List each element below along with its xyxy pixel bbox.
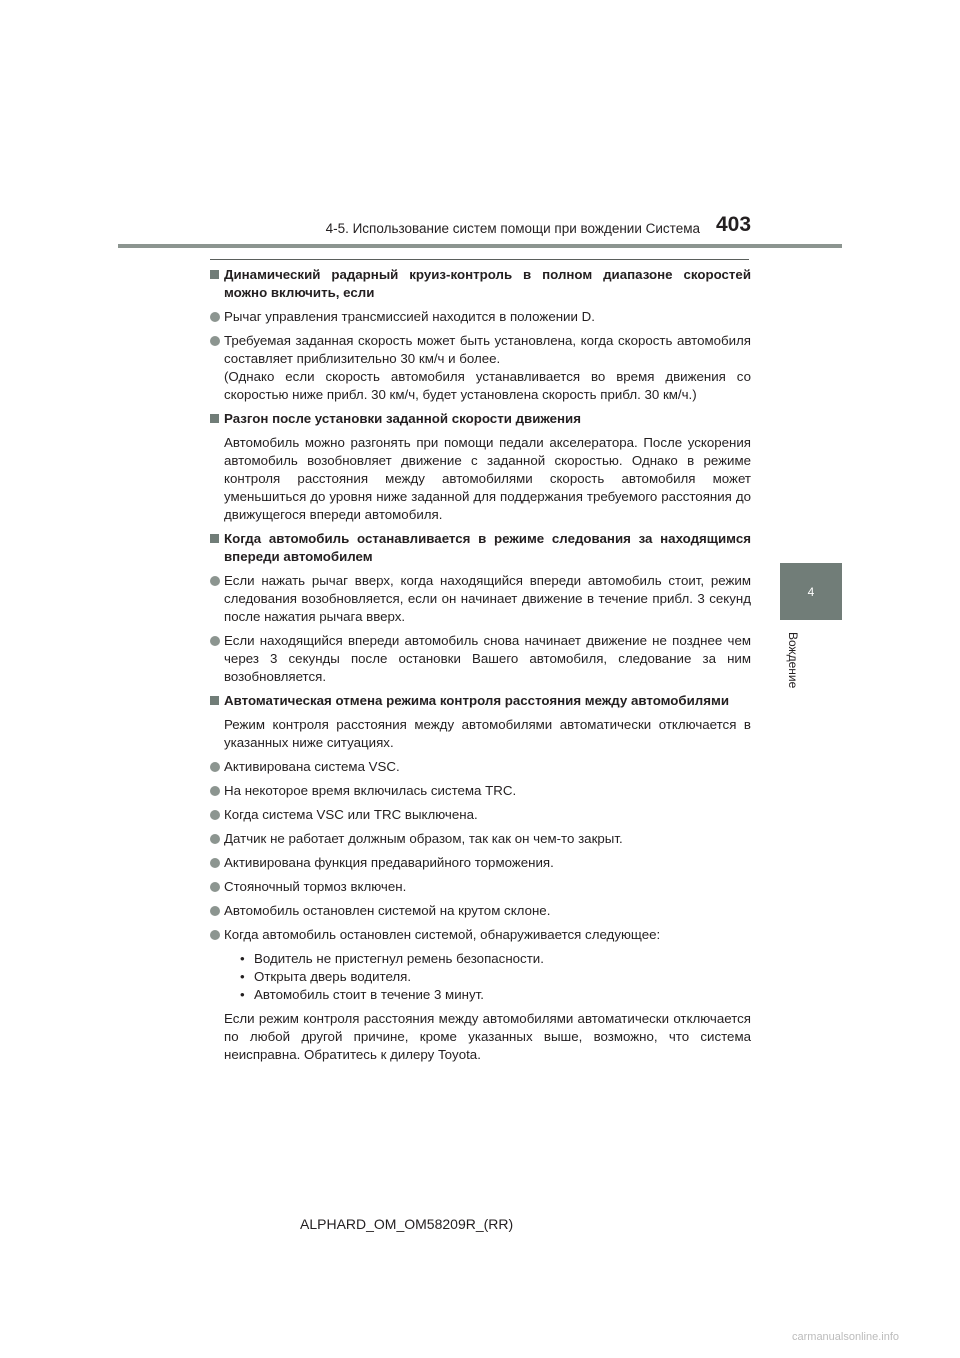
sub-list-item: [240, 968, 751, 986]
list-item-text: Если находящийся впереди автомобиль снова начинает движение не позднее чем через 3 секунды после остановки Вашего автомобиля, следование за ним возобновляется.: [224, 633, 751, 684]
circle-bullet-icon: [210, 636, 220, 646]
list-item: [210, 782, 751, 800]
header-rule: [118, 244, 842, 248]
circle-bullet-icon: [210, 810, 220, 820]
sub-list-item-text: Открыта дверь водителя.: [254, 969, 412, 984]
list-item: [210, 902, 751, 920]
list-item-text: Если нажать рычаг вверх, когда находящийся впереди автомобиль стоит, режим следования возобновляется, если он начинает движение в течение прибл. 3 секунд после нажатия рычага вверх.: [224, 573, 751, 624]
square-bullet-icon: [210, 696, 219, 705]
circle-bullet-icon: [210, 882, 220, 892]
chapter-number: 4: [807, 584, 815, 599]
list-item-text: Требуемая заданная скорость может быть установлена, когда скорость автомобиля составляет приблизительно 30 км/ч и более.: [224, 333, 751, 366]
circle-bullet-icon: [210, 930, 220, 940]
list-item-text: Рычаг управления трансмиссией находится в положении D.: [224, 309, 595, 324]
list-item: [210, 758, 751, 776]
content-top-rule: [210, 259, 749, 260]
list-item-text: Когда система VSC или TRC выключена.: [224, 807, 478, 822]
square-bullet-icon: [210, 534, 219, 543]
sub-bullet-mark: •: [240, 987, 245, 1002]
paragraph: Режим контроля расстояния между автомобилями автоматически отключается в указанных ниже ситуациях.: [224, 717, 751, 750]
list-item: [210, 572, 751, 626]
list-item-text: Стояночный тормоз включен.: [224, 879, 407, 894]
list-item-text: Активирована функция предаварийного торможения.: [224, 855, 554, 870]
list-item: [210, 878, 751, 896]
circle-bullet-icon: [210, 762, 220, 772]
list-item: [210, 632, 751, 686]
section-heading-text: Разгон после установки заданной скорости движения: [224, 411, 581, 426]
circle-bullet-icon: [210, 858, 220, 868]
circle-bullet-icon: [210, 336, 220, 346]
circle-bullet-icon: [210, 312, 220, 322]
sub-bullet-mark: •: [240, 969, 245, 984]
watermark: carmanualsonline.info: [792, 1331, 900, 1343]
list-item-text: Когда автомобиль остановлен системой, обнаруживается следующее:: [224, 927, 661, 942]
page-content: [210, 266, 751, 1070]
list-item: [210, 806, 751, 824]
document-code: ALPHARD_OM_OM58209R_(RR): [300, 1216, 514, 1232]
section-header-title: 4-5. Использование систем помощи при вождении Система: [325, 221, 700, 236]
section-heading: [210, 530, 751, 566]
circle-bullet-icon: [210, 834, 220, 844]
list-item: [210, 854, 751, 872]
page-number: 403: [716, 213, 752, 236]
sub-list-item: [240, 950, 751, 968]
list-item: [210, 926, 751, 944]
list-item-text: Автомобиль остановлен системой на крутом склоне.: [224, 903, 551, 918]
chapter-tab: [780, 563, 842, 620]
sub-list-item-text: Автомобиль стоит в течение 3 минут.: [254, 987, 484, 1002]
section-heading: [210, 692, 751, 710]
sub-bullet-mark: •: [240, 951, 245, 966]
list-item-text: На некоторое время включилась система TRC.: [224, 783, 517, 798]
list-item-text: Активирована система VSC.: [224, 759, 400, 774]
circle-bullet-icon: [210, 576, 220, 586]
list-item: [210, 332, 751, 404]
square-bullet-icon: [210, 270, 219, 279]
sub-list: [210, 950, 751, 1004]
list-item: [210, 830, 751, 848]
square-bullet-icon: [210, 414, 219, 423]
sub-list-item-text: Водитель не пристегнул ремень безопасности.: [254, 951, 544, 966]
section-heading-text: Автоматическая отмена режима контроля расстояния между автомобилями: [224, 693, 730, 708]
list-item-text: Датчик не работает должным образом, так как он чем-то закрыт.: [224, 831, 623, 846]
circle-bullet-icon: [210, 786, 220, 796]
section-heading: [210, 410, 751, 428]
paragraph: Автомобиль можно разгонять при помощи педали акселератора. После ускорения автомобиль возобновляет движение с заданной скоростью. Однако в режиме контроля расстояния между автомобилями скорость автомобиля может уменьшиться до уровня ниже заданной для поддержания требуемого расстояния до движущегося впереди автомобиля.: [224, 435, 751, 522]
section-heading: [210, 266, 751, 302]
list-item: [210, 308, 751, 326]
paragraph: Если режим контроля расстояния между автомобилями автоматически отключается по любой другой причине, кроме указанных выше, возможно, что система неисправна. Обратитесь к дилеру Toyota.: [224, 1011, 751, 1062]
section-heading-text: Динамический радарный круиз-контроль в полном диапазоне скоростей можно включить, если: [224, 267, 751, 300]
circle-bullet-icon: [210, 906, 220, 916]
list-item-note: (Однако если скорость автомобиля устанавливается во время движения со скоростью ниже прибл. 30 км/ч, будет установлена скорость прибл. 30 км/ч.): [224, 369, 751, 402]
section-heading-text: Когда автомобиль останавливается в режиме следования за находящимся впереди автомобилем: [224, 531, 751, 564]
chapter-label: Вождение: [786, 632, 800, 689]
sub-list-item: [240, 986, 751, 1004]
